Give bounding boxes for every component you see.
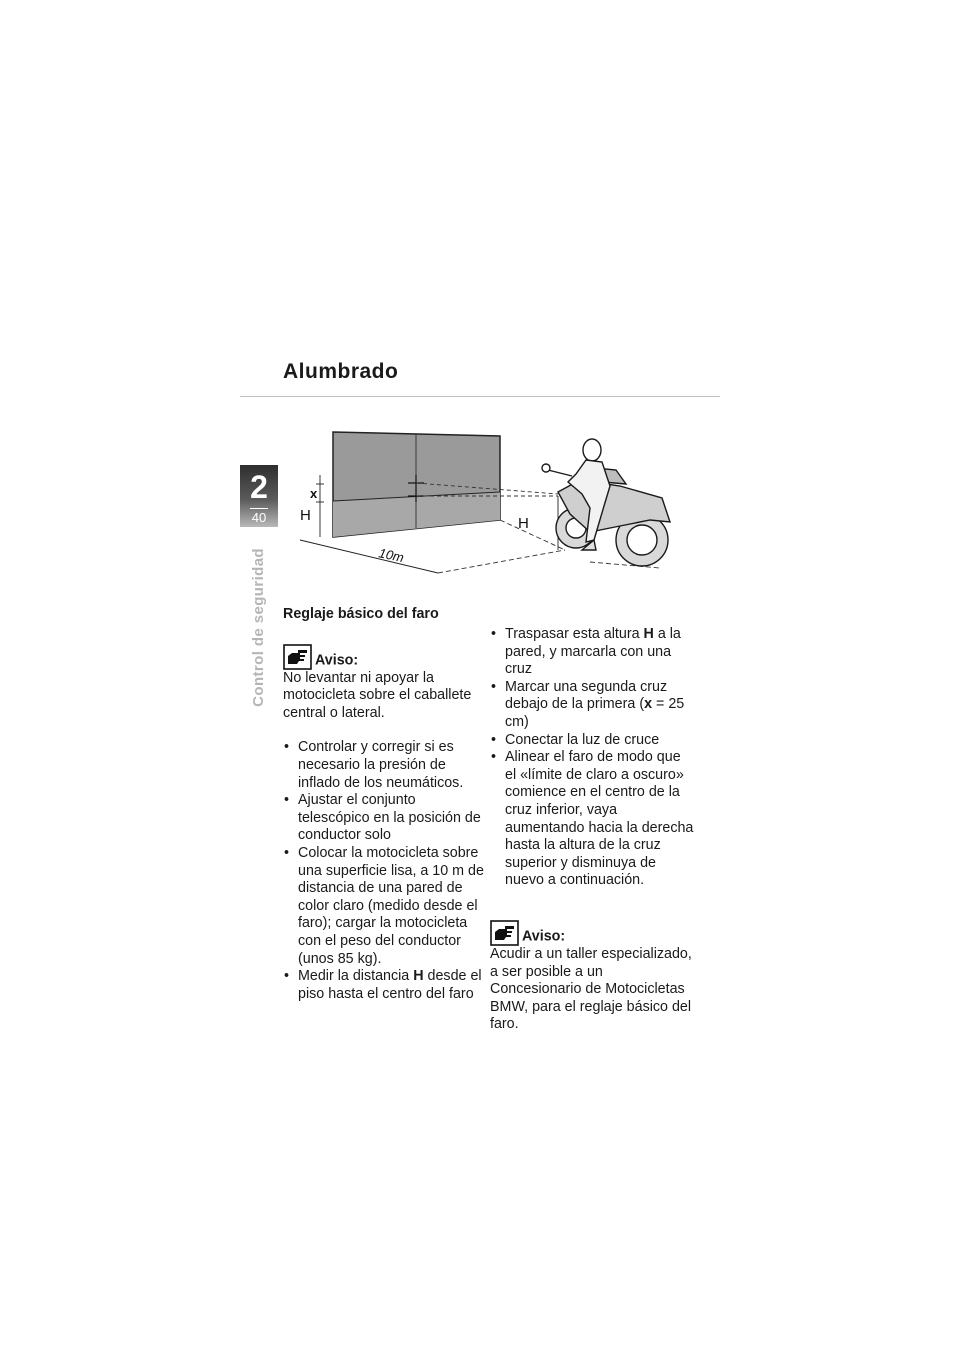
chapter-side-label: Control de seguridad xyxy=(250,548,267,707)
label-distance: 10m xyxy=(377,545,406,566)
left-column xyxy=(283,606,488,1003)
motorcycle-with-rider xyxy=(542,439,670,566)
note-text-1: No levantar ni apoyar la motocicleta sobre el caballete central o lateral. xyxy=(283,669,472,721)
chapter-tab xyxy=(240,465,278,527)
title-divider xyxy=(240,396,720,397)
list-item: • Ajustar el conjunto telescópico en la posición de conductor solo xyxy=(283,792,488,845)
list-item: • Marcar una segunda cruz debajo de la primera (x = 25 cm) xyxy=(490,679,695,732)
list-item: • Traspasar esta altura H a la pared, y marcarla con una cruz xyxy=(490,626,695,679)
note-block-1 xyxy=(283,644,488,723)
note-text-2: Acudir a un taller especializado, a ser posible a un Concesionario de Motocicletas BMW, para el reglaje básico del faro. xyxy=(490,945,692,1033)
note-label-2: Aviso: xyxy=(522,928,566,945)
steps-list-right xyxy=(490,626,695,890)
right-column xyxy=(490,626,695,1034)
steps-list-left xyxy=(283,739,488,1003)
headlight-adjustment-illustration xyxy=(290,410,690,590)
page-number: 40 xyxy=(251,510,267,525)
list-item: • Controlar y corregir si es necesario la presión de inflado de los neumáticos. xyxy=(283,739,488,792)
note-hand-icon xyxy=(490,920,519,946)
label-h-left: H xyxy=(300,507,311,524)
label-x: x xyxy=(310,486,318,501)
list-item: • Medir la distancia H desde el piso hasta el centro del faro xyxy=(283,968,488,1003)
section-subheading: Reglaje básico del faro xyxy=(283,606,439,622)
chapter-number: 2 xyxy=(250,469,268,505)
chapter-divider xyxy=(250,508,268,509)
list-item: • Colocar la motocicleta sobre una superficie lisa, a 10 m de distancia de una pared de color claro (medido desde el faro); cargar la motocicleta con el peso del conductor (unos 85 kg). xyxy=(283,845,488,968)
note-label-1: Aviso: xyxy=(315,652,359,668)
note-block-2 xyxy=(490,920,695,1034)
note-hand-icon xyxy=(283,644,312,670)
page-title: Alumbrado xyxy=(283,360,399,383)
list-item: • Conectar la luz de cruce xyxy=(490,732,695,750)
label-h-right: H xyxy=(518,515,529,532)
list-item: • Alinear el faro de modo que el «límite de claro a oscuro» comience en el centro de la cruz inferior, vaya aumentando hacia la derecha hasta la altura de la cruz superior y disminuya de nuevo a continuación. xyxy=(490,749,695,890)
